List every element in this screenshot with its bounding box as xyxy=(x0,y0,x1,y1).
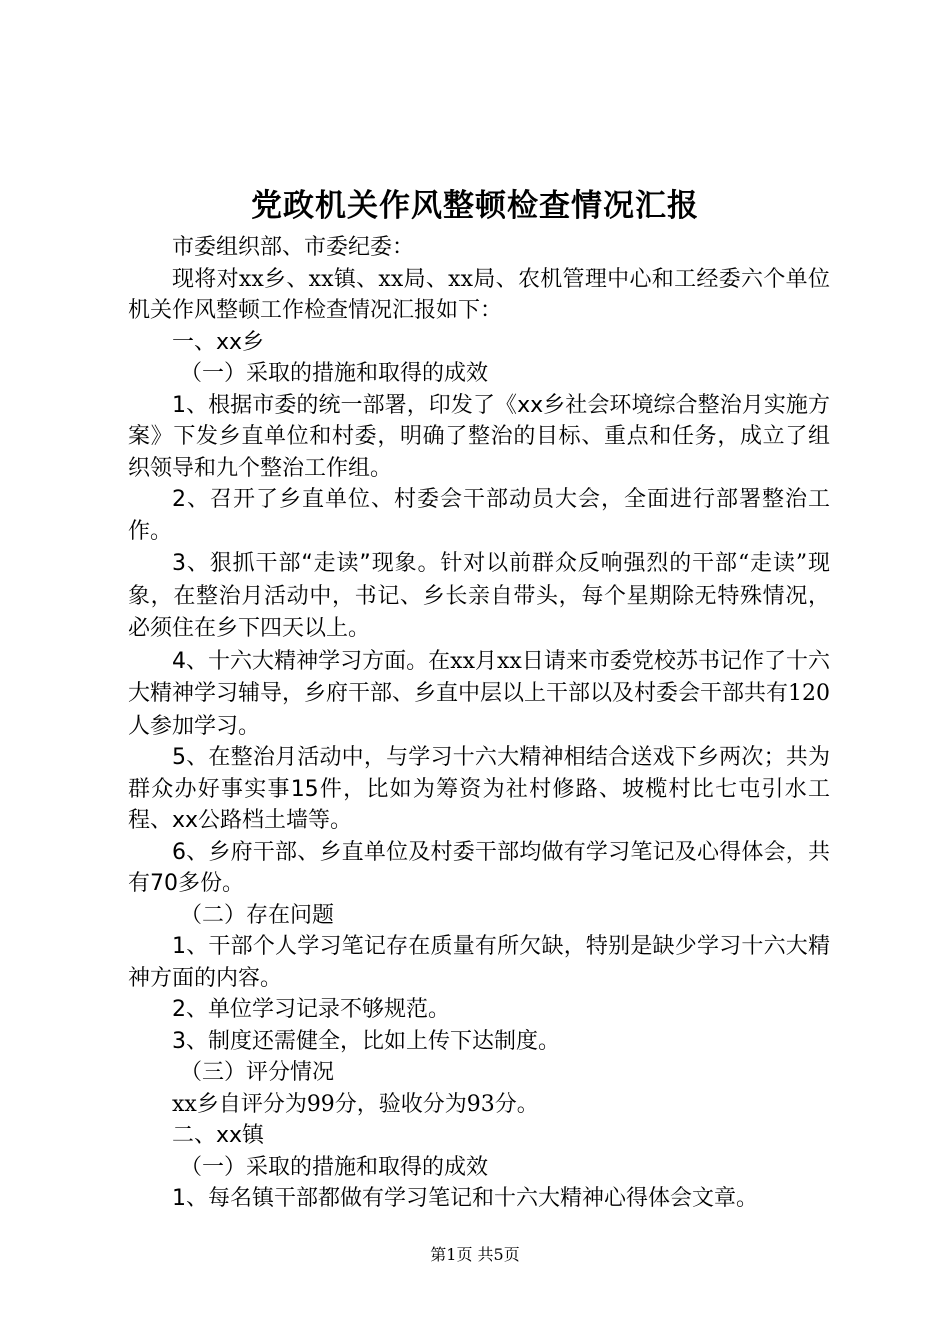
s1-subheading-measures: （一）采取的措施和取得的成效 xyxy=(180,361,489,386)
s1-item-3-lead: 3、狠抓干部“走读”现象。 xyxy=(172,551,441,576)
section2-heading: 二、xx镇 xyxy=(172,1123,265,1148)
s1-item-4-lead: 4、十六大精神学习方面。 xyxy=(172,648,429,674)
s1-item-5: 5、在整治月活动中，与学习十六大精神相结合送戏下乡两次；共为群众办好事实事15件，比如为筹资为社村修路、坡榄村比七屯引水工程、xx公路档土墙等。 xyxy=(128,745,830,833)
s1-item-6: 6、乡府干部、乡直单位及村委干部均做有学习笔记及心得体会，共有70多份。 xyxy=(128,839,830,896)
s1-item-4 xyxy=(128,645,830,743)
s1-subheading-problems: （二）存在问题 xyxy=(180,902,335,928)
s1-item-3 xyxy=(128,547,830,645)
salutation: 市委组织部、市委纪委： xyxy=(172,235,415,260)
s1-problem-1: 1、干部个人学习笔记存在质量有所欠缺，特别是缺少学习十六大精神方面的内容。 xyxy=(128,934,830,991)
s1-item-4-rest: 在xx月xx日请来市委党校苏书记作了十六大精神学习辅导，乡府干部、乡直中层以上干部以及村委会干部共有120人参加学习。 xyxy=(128,648,830,739)
s1-score: xx乡自评分为99分，验收分为93分。 xyxy=(172,1091,539,1117)
document-title: 党政机关作风整顿检查情况汇报 xyxy=(251,188,699,224)
s1-problem-3: 3、制度还需健全，比如上传下达制度。 xyxy=(172,1028,560,1054)
s2-subheading-measures: （一）采取的措施和取得的成效 xyxy=(180,1154,489,1180)
s1-item-2: 2、召开了乡直单位、村委会干部动员大会，全面进行部署整治工作。 xyxy=(128,487,830,544)
s1-problem-2: 2、单位学习记录不够规范。 xyxy=(172,997,450,1022)
document-body xyxy=(128,232,830,1215)
page-footer: 第1页 共5页 xyxy=(430,1245,520,1264)
s2-item-1: 1、每名镇干部都做有学习笔记和十六大精神心得体会文章。 xyxy=(172,1186,758,1211)
section1-heading: 一、xx乡 xyxy=(172,329,265,355)
s1-item-1: 1、根据市委的统一部署，印发了《xx乡社会环境综合整治月实施方案》下发乡直单位和村委，明确了整治的目标、重点和任务，成立了组织领导和九个整治工作组。 xyxy=(128,392,830,481)
intro-paragraph: 现将对xx乡、xx镇、xx局、xx局、农机管理中心和工经委六个单位机关作风整顿工作检查情况汇报如下： xyxy=(128,266,830,323)
s1-item-3-rest: 针对以前群众反响强烈的干部“走读”现象，在整治月活动中，书记、乡长亲自带头，每个星期除无特殊情况，必须住在乡下四天以上。 xyxy=(128,551,831,641)
s1-subheading-score: （三）评分情况 xyxy=(180,1060,335,1085)
